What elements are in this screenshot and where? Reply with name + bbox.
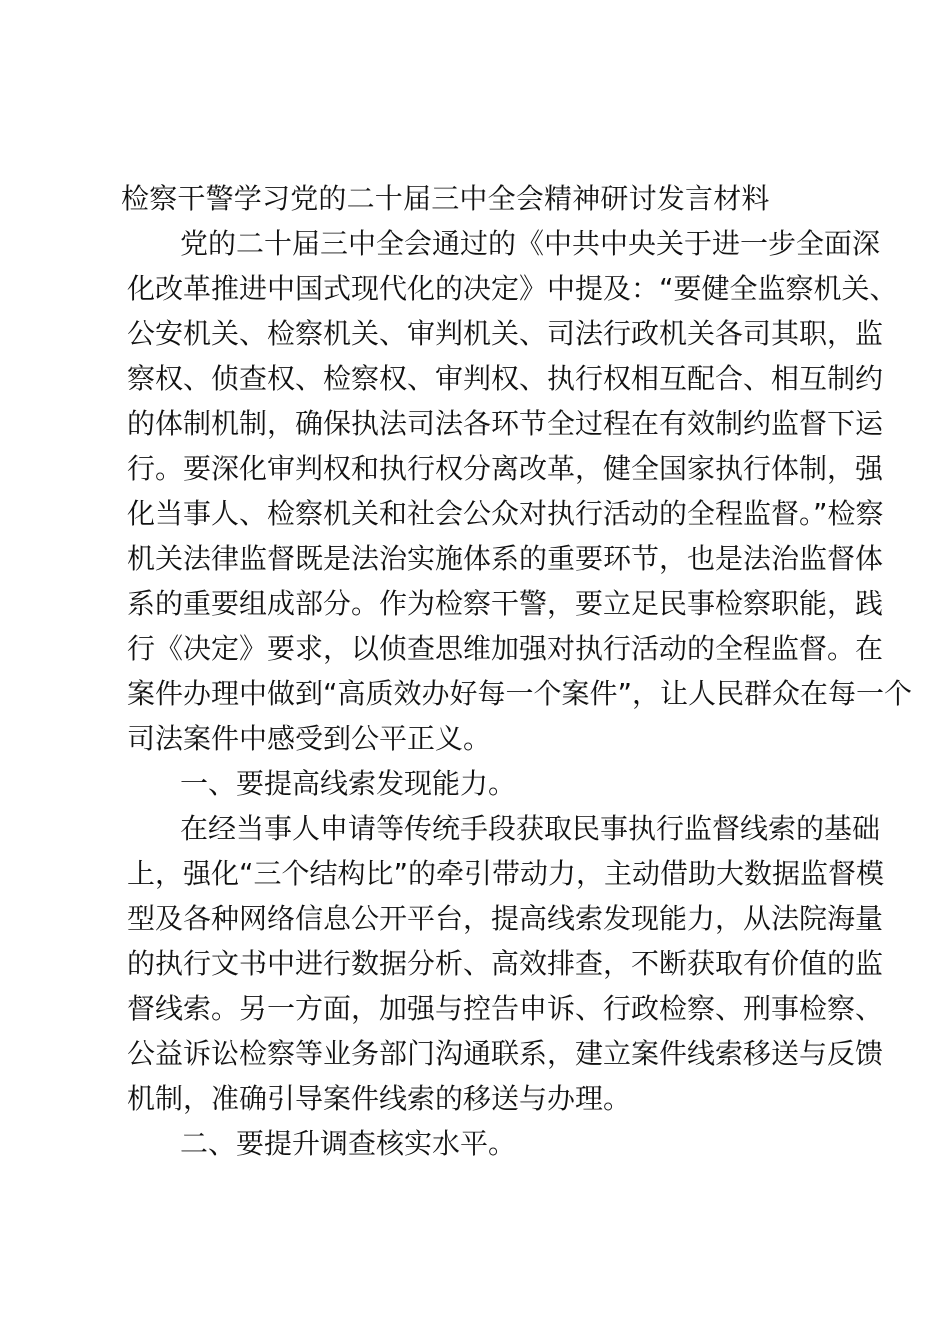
paragraph-1-line: 行《决定》要求，以侦查思维加强对执行活动的全程监督。在 [127, 632, 884, 665]
paragraph-2-line: 型及各种网络信息公开平台，提高线索发现能力，从法院海量 [127, 902, 884, 935]
section-heading-1: 一、要提高线索发现能力。 [180, 767, 517, 800]
paragraph-2-line: 公益诉讼检察等业务部门沟通联系，建立案件线索移送与反馈 [127, 1037, 884, 1070]
paragraph-1-line: 行。要深化审判权和执行权分离改革，健全国家执行体制，强 [127, 452, 884, 485]
paragraph-1-line: 公安机关、检察机关、审判机关、司法行政机关各司其职，监 [127, 317, 884, 350]
paragraph-1-line: 化当事人、检察机关和社会公众对执行活动的全程监督。”检察 [127, 497, 884, 530]
paragraph-1-line: 机关法律监督既是法治实施体系的重要环节，也是法治监督体 [127, 542, 884, 575]
paragraph-1-line: 察权、侦查权、检察权、审判权、执行权相互配合、相互制约 [127, 362, 884, 395]
section-heading-2: 二、要提升调查核实水平。 [180, 1127, 517, 1160]
document-title: 检察干警学习党的二十届三中全会精神研讨发言材料 [121, 182, 770, 215]
paragraph-1-line: 党的二十届三中全会通过的《中共中央关于进一步全面深 [180, 227, 881, 260]
paragraph-2-line: 在经当事人申请等传统手段获取民事执行监督线索的基础 [180, 812, 881, 845]
paragraph-2-line: 上，强化“三个结构比”的牵引带动力，主动借助大数据监督模 [127, 857, 885, 890]
paragraph-2-line: 督线索。另一方面，加强与控告申诉、行政检察、刑事检察、 [127, 992, 884, 1025]
paragraph-1-line: 化改革推进中国式现代化的决定》中提及：“要健全监察机关、 [127, 272, 898, 305]
paragraph-1-line: 司法案件中感受到公平正义。 [127, 722, 492, 755]
paragraph-1-line: 的体制机制，确保执法司法各环节全过程在有效制约监督下运 [127, 407, 884, 440]
paragraph-1-line: 系的重要组成部分。作为检察干警，要立足民事检察职能，践 [127, 587, 884, 620]
paragraph-1-line: 案件办理中做到“高质效办好每一个案件”，让人民群众在每一个 [127, 677, 913, 710]
paragraph-2-line: 机制，准确引导案件线索的移送与办理。 [127, 1082, 632, 1115]
paragraph-2-line: 的执行文书中进行数据分析、高效排查，不断获取有价值的监 [127, 947, 884, 980]
